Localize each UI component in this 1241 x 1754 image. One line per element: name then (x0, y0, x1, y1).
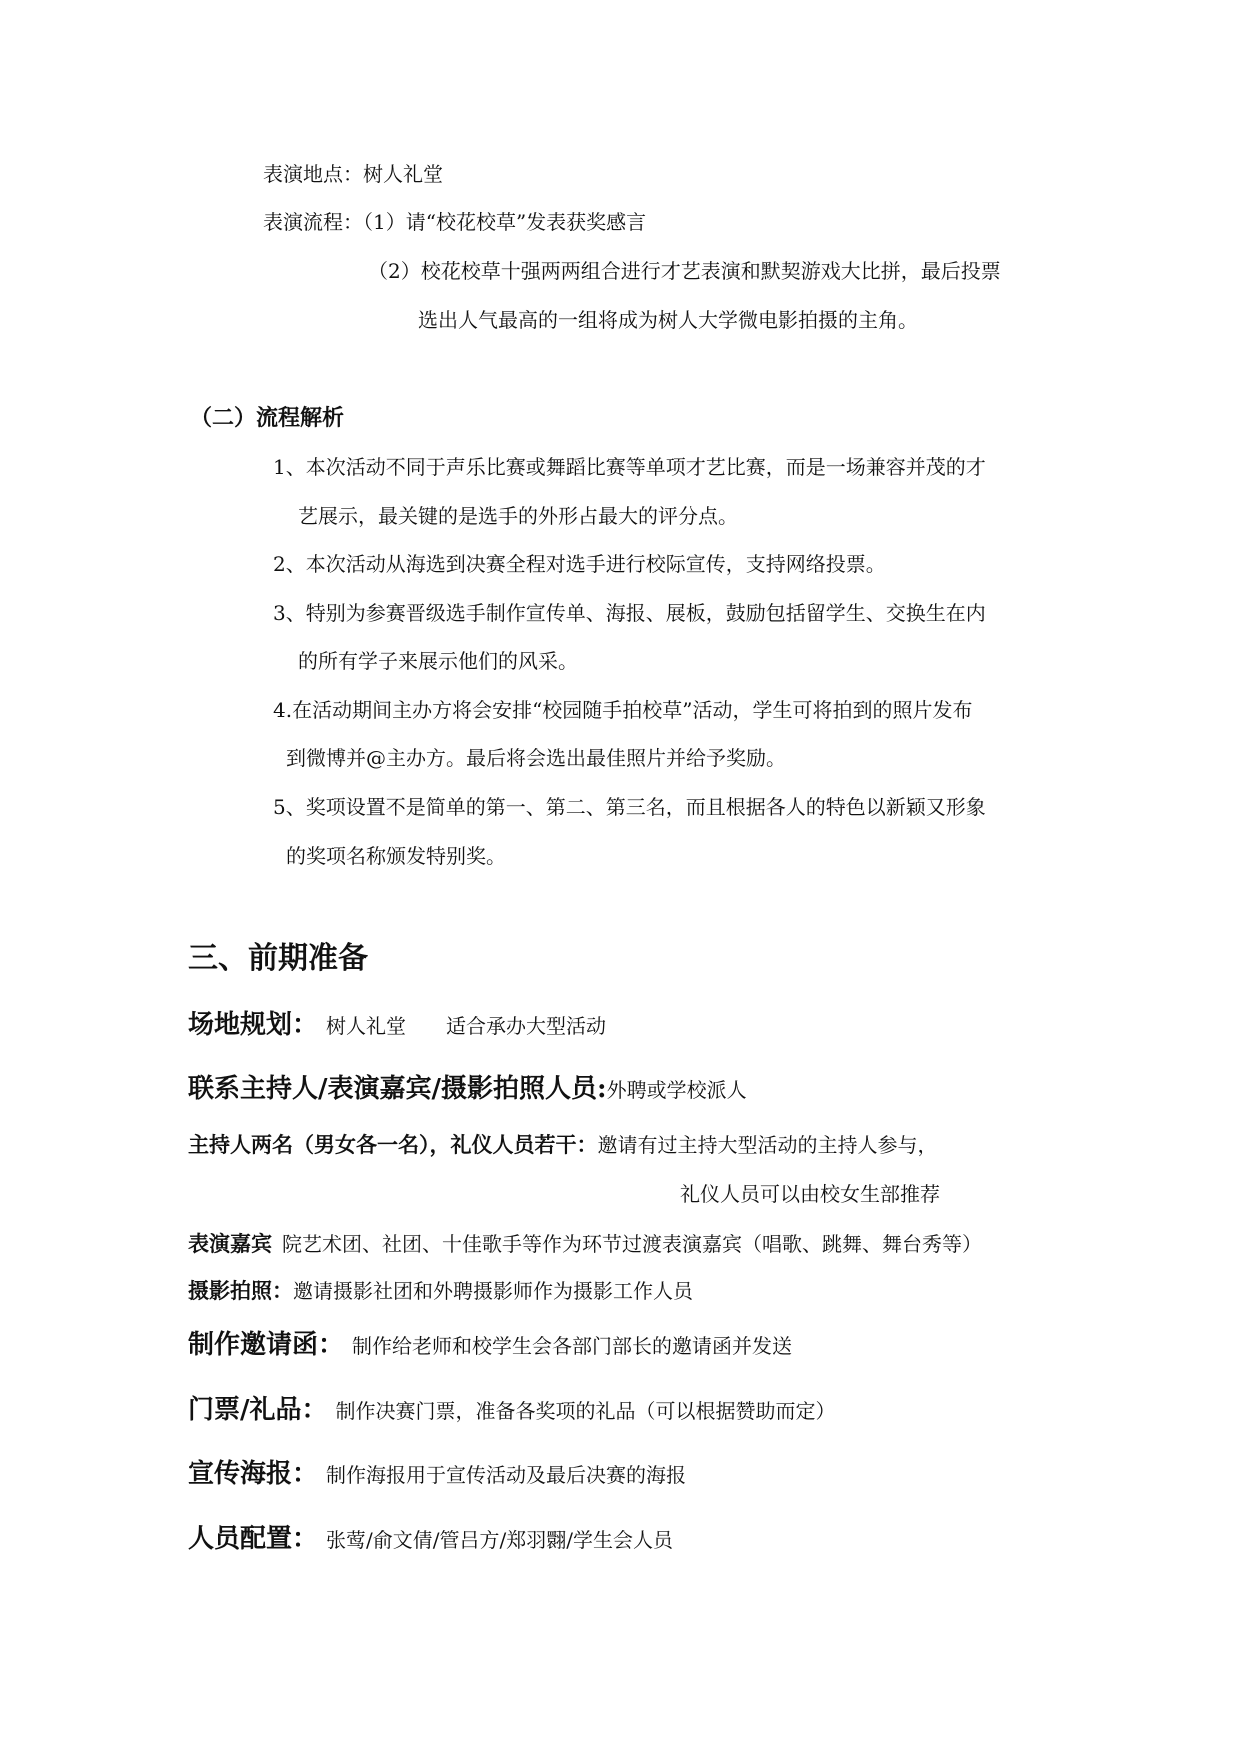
prep-photo-row (188, 1280, 693, 1301)
prep-venue-row (188, 1012, 606, 1038)
analysis-item-5a: 5、奖项设置不是简单的第一、第二、第三名，而且根据各人的特色以新颖又形象 (273, 795, 986, 819)
prep-host-value-2: 礼仪人员可以由校女生部推荐 (680, 1182, 940, 1206)
flow-step-2b: 选出人气最高的一组将成为树人大学微电影拍摄的主角。 (418, 308, 918, 332)
analysis-item-3a: 3、特别为参赛晋级选手制作宣传单、海报、展板，鼓励包括留学生、交换生在内 (273, 601, 986, 625)
analysis-item-5b: 的奖项名称颁发特别奖。 (286, 844, 506, 868)
analysis-item-2: 2、本次活动从海选到决赛全程对选手进行校际宣传，支持网络投票。 (273, 552, 886, 576)
prep-venue-value: 树人礼堂 适合承办大型活动 (326, 1014, 607, 1038)
prep-host-label: 主持人两名（男女各一名），礼仪人员若干： (188, 1132, 598, 1157)
prep-host-value: 邀请有过主持大型活动的主持人参与， (597, 1133, 938, 1157)
prep-guest-value: 院艺术团、社团、十佳歌手等作为环节过渡表演嘉宾（唱歌、跳舞、舞台秀等） (282, 1232, 982, 1256)
prep-ticket-row (188, 1397, 836, 1423)
prep-poster-row (188, 1461, 686, 1487)
prep-poster-value: 制作海报用于宣传活动及最后决赛的海报 (326, 1463, 687, 1487)
analysis-heading: （二）流程解析 (190, 405, 345, 431)
flow-step-1: （1）请“校花校草”发表获奖感言 (363, 210, 647, 234)
prep-staff-value: 张莺/俞文倩/管吕方/郑羽翾/学生会人员 (326, 1528, 673, 1552)
analysis-item-1a: 1、本次活动不同于声乐比赛或舞蹈比赛等单项才艺比赛，而是一场兼容并茂的才 (273, 455, 986, 479)
prep-photo-value: 邀请摄影社团和外聘摄影师作为摄影工作人员 (293, 1279, 693, 1303)
prep-invite-row (188, 1332, 792, 1358)
prep-photo-label: 摄影拍照： (188, 1278, 293, 1303)
prep-contact-row (188, 1076, 747, 1102)
prep-ticket-label: 门票/礼品： (188, 1395, 328, 1425)
prep-invite-value: 制作给老师和校学生会各部门部长的邀请函并发送 (352, 1334, 793, 1358)
prep-ticket-value: 制作决赛门票，准备各奖项的礼品（可以根据赞助而定） (335, 1399, 836, 1423)
flow-step-2a: （2）校花校草十强两两组合进行才艺表演和默契游戏大比拼，最后投票 (368, 259, 1001, 283)
prep-host-row (188, 1134, 938, 1155)
prep-guest-label: 表演嘉宾 (188, 1231, 272, 1256)
prep-staff-row (188, 1526, 673, 1552)
analysis-item-4a: 4.在活动期间主办方将会安排“校园随手拍校草”活动，学生可将拍到的照片发布 (273, 698, 973, 722)
analysis-item-3b: 的所有学子来展示他们的风采。 (298, 649, 578, 673)
flow-line-1 (263, 212, 646, 232)
prep-invite-label: 制作邀请函： (188, 1330, 345, 1360)
prep-venue-label: 场地规划： (188, 1010, 319, 1040)
analysis-item-1b: 艺展示，最关键的是选手的外形占最大的评分点。 (298, 504, 738, 528)
venue-line: 表演地点：树人礼堂 (263, 162, 443, 186)
flow-label: 表演流程： (263, 210, 363, 234)
prep-contact-value: 外聘或学校派人 (606, 1078, 747, 1102)
analysis-item-4b: 到微博并@主办方。最后将会选出最佳照片并给予奖励。 (286, 746, 786, 770)
prep-staff-label: 人员配置： (188, 1524, 319, 1554)
prep-poster-label: 宣传海报： (188, 1459, 319, 1489)
prep-heading: 三、前期准备 (188, 941, 368, 976)
prep-contact-label: 联系主持人/表演嘉宾/摄影拍照人员: (188, 1074, 607, 1104)
prep-guest-row (188, 1233, 982, 1254)
